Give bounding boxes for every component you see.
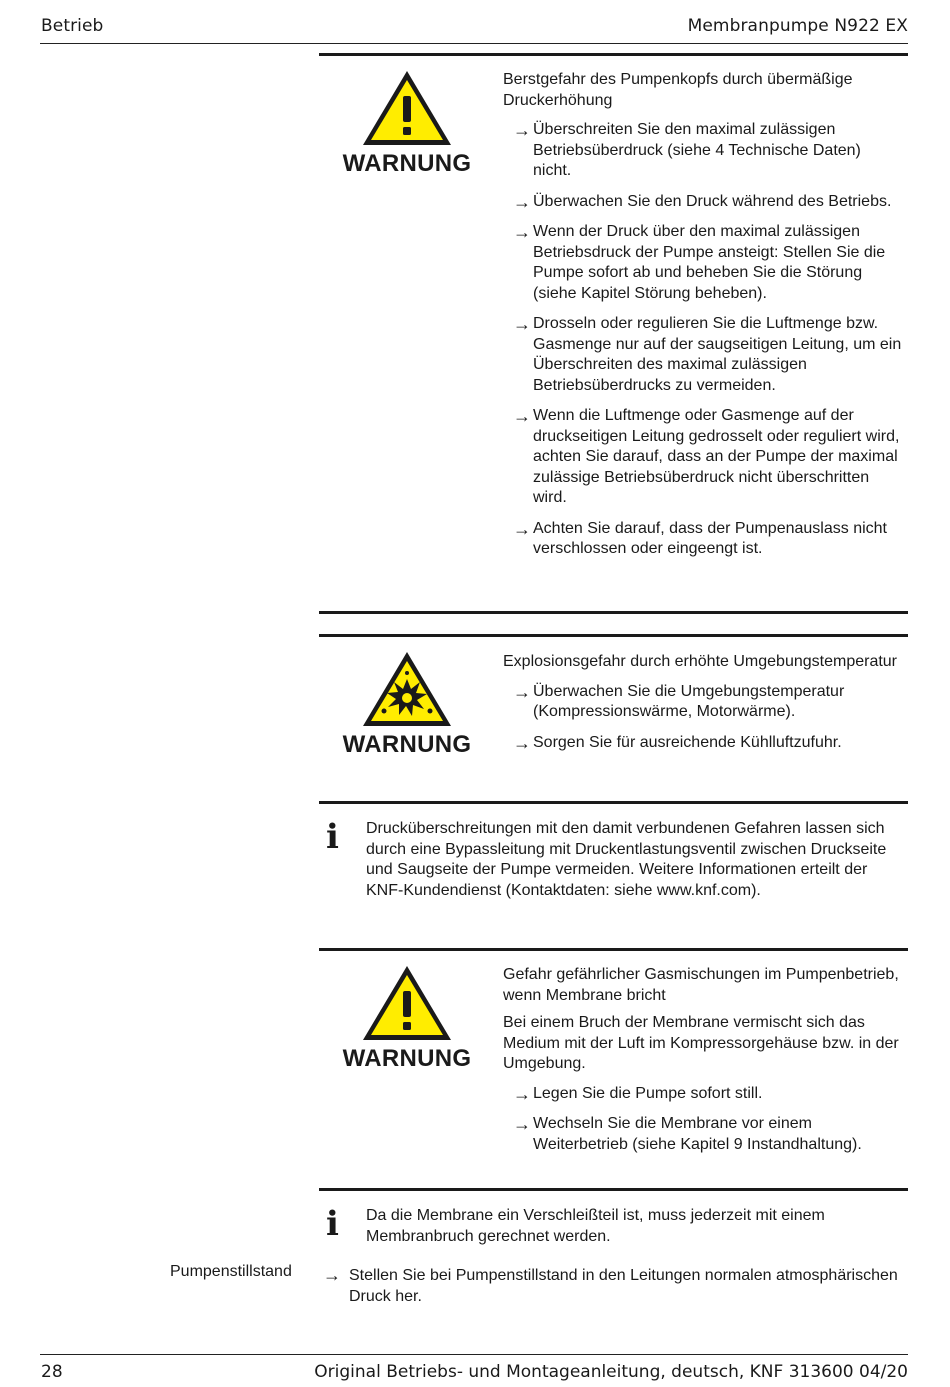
action-list xyxy=(503,682,903,754)
warning-2-content xyxy=(503,652,903,763)
info-note-membrane: Da die Membrane ein Verschleißteil ist, muss jederzeit mit einem Membranbruch gerechnet werden. xyxy=(366,1207,825,1245)
warning-sign-1 xyxy=(322,68,492,178)
pump-stop-instruction xyxy=(323,1266,908,1307)
action-item: → Wenn der Druck über den maximal zulässigen Betriebsdruck der Pumpe ansteigt: Stellen Sie die Pumpe sofort ab und beheben Sie die Störung (siehe Kapitel Störung beheben). xyxy=(533,222,903,304)
warning-title: Explosionsgefahr durch erhöhte Umgebungstemperatur xyxy=(503,653,898,670)
action-item: → Wechseln Sie die Membrane vor einem Weiterbetrieb (siehe Kapitel 9 Instandhaltung). xyxy=(533,1114,903,1155)
warning-intro: Bei einem Bruch der Membrane vermischt sich das Medium mit der Luft im Kompressorgehäuse bzw. in der Umgebung. xyxy=(503,1014,899,1072)
action-item: → Legen Sie die Pumpe sofort still. xyxy=(533,1084,903,1105)
exclamation-warning-icon xyxy=(360,963,454,1043)
action-item: → Drosseln oder regulieren Sie die Luftmenge bzw. Gasmenge nur auf der saugseitigen Leitung, um ein Überschreiten des maximal zulässigen Betriebsüberdrucks zu vermeiden. xyxy=(533,314,903,396)
warning-label: WARNUNG xyxy=(342,1045,472,1072)
info-icon: i xyxy=(326,817,339,857)
info-note-bypass: Drucküberschreitungen mit den damit verbundenen Gefahren lassen sich durch eine Bypassleitung mit Druckentlastungsventil zwischen Druckseite und Saugseite der Pumpe vermeiden. Weitere Informationen erteilt der KNF-Kundendienst (Kontaktdaten: siehe www.knf.com). xyxy=(366,820,887,899)
warning-sign-3 xyxy=(322,963,492,1073)
margin-label-pump-stop: Pumpenstillstand xyxy=(170,1263,292,1280)
warning-top-rule xyxy=(319,948,908,951)
header-section-title: Betrieb xyxy=(41,16,104,36)
warning-label: WARNUNG xyxy=(342,731,472,758)
action-item: → Überwachen Sie den Druck während des Betriebs. xyxy=(533,192,903,213)
warning-title: Gefahr gefährlicher Gasmischungen im Pumpenbetrieb, wenn Membrane bricht xyxy=(503,966,899,1004)
info-icon: i xyxy=(326,1204,339,1244)
header-product-title: Membranpumpe N922 EX xyxy=(687,16,908,36)
warning-bottom-rule xyxy=(319,1188,908,1191)
warning-top-rule xyxy=(319,53,908,56)
warning-top-rule xyxy=(319,634,908,637)
action-item: → Achten Sie darauf, dass der Pumpenauslass nicht verschlossen oder eingeengt ist. xyxy=(533,519,903,560)
pump-stop-text: Stellen Sie bei Pumpenstillstand in den Leitungen normalen atmosphärischen Druck her. xyxy=(349,1267,898,1305)
exclamation-warning-icon xyxy=(360,68,454,148)
action-list xyxy=(503,1084,903,1156)
warning-bottom-rule xyxy=(319,611,908,614)
warning-3-content xyxy=(503,965,903,1165)
action-list xyxy=(503,120,903,560)
warning-label: WARNUNG xyxy=(342,150,472,177)
explosion-warning-icon xyxy=(360,649,454,729)
header-divider xyxy=(40,43,908,44)
warning-1-content xyxy=(503,70,903,570)
warning-title: Berstgefahr des Pumpenkopfs durch übermäßige Druckerhöhung xyxy=(503,71,853,109)
action-item: → Sorgen Sie für ausreichende Kühlluftzufuhr. xyxy=(533,733,903,754)
warning-bottom-rule xyxy=(319,801,908,804)
document-title: Original Betriebs- und Montageanleitung, deutsch, KNF 313600 04/20 xyxy=(314,1362,908,1382)
footer-divider xyxy=(40,1354,908,1355)
warning-sign-2 xyxy=(322,649,492,759)
action-item: → Wenn die Luftmenge oder Gasmenge auf der druckseitigen Leitung gedrosselt oder reguliert wird, achten Sie darauf, dass an der Pumpe der maximal zulässige Betriebsüberdruck nicht überschritten wird. xyxy=(533,406,903,509)
page-number: 28 xyxy=(41,1362,63,1382)
arrow-right-icon: → xyxy=(323,1265,341,1285)
action-item: → Überwachen Sie die Umgebungstemperatur (Kompressionswärme, Motorwärme). xyxy=(533,682,903,723)
action-item: → Überschreiten Sie den maximal zulässigen Betriebsüberdruck (siehe 4 Technische Daten) nicht. xyxy=(533,120,903,182)
